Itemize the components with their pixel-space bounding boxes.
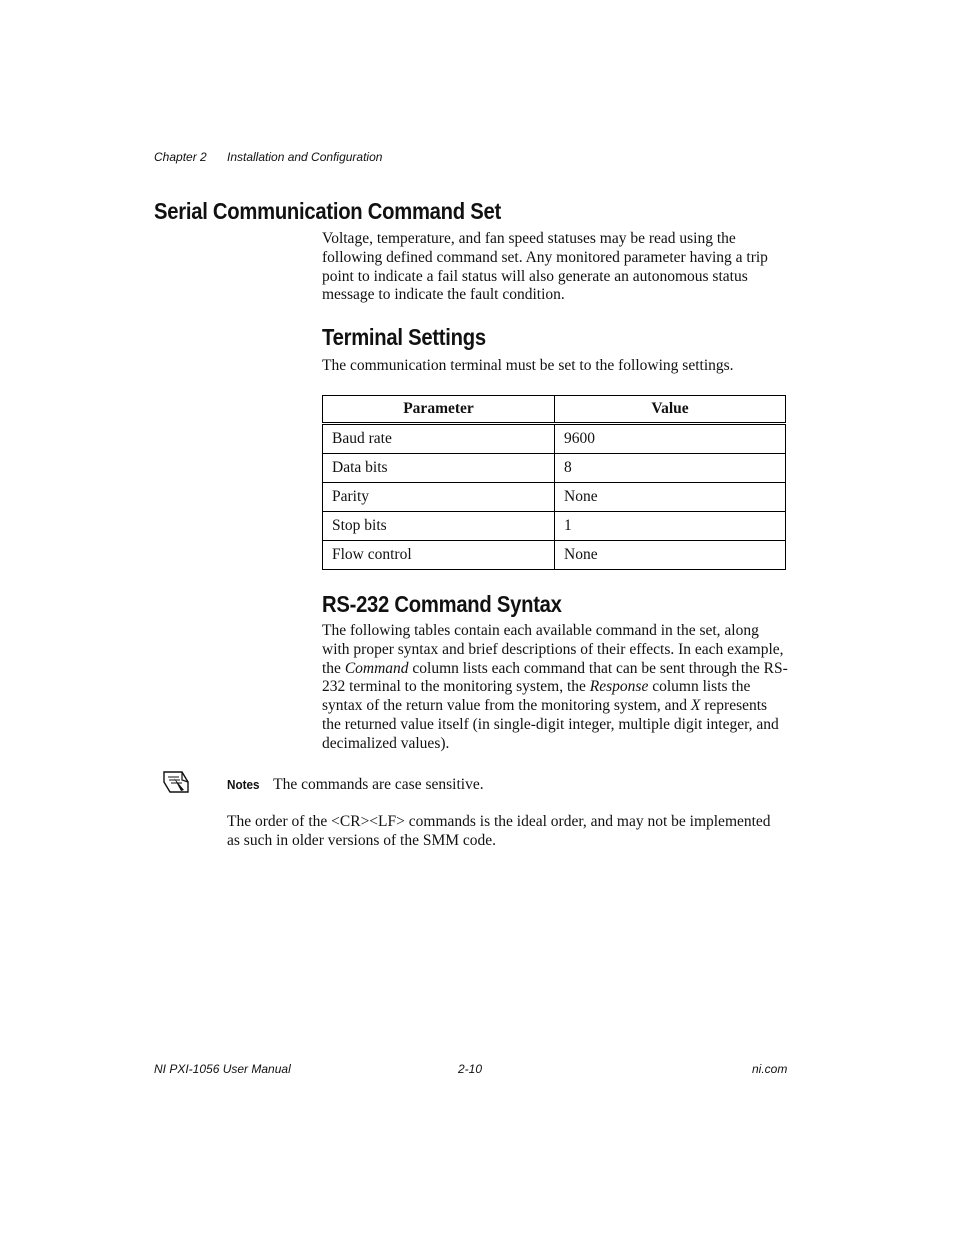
table-cell-parameter: Flow control [323,541,555,570]
table-header-row [323,396,786,424]
section-serial-body: Voltage, temperature, and fan speed statuses may be read using the following defined command set. Any monitored parameter having a trip point to indicate a fail status will also generate an autonomous status message to indicate the fault condition. [322,230,768,304]
table-header-parameter: Parameter [323,396,555,424]
header-chapter: Chapter 2 [154,150,207,164]
section-title-terminal-settings: Terminal Settings [322,324,486,350]
table-cell-value: None [555,483,786,512]
note-text-case-sensitive: The commands are case sensitive. [273,776,484,793]
table-cell-parameter: Stop bits [323,512,555,541]
body-text: column lists the syntax of the return value from the monitoring system, and [322,678,751,715]
note-text-crlf-order: The order of the <CR><LF> commands is the ideal order, and may not be implemented as such in older versions of the SMM code. [227,813,771,849]
body-text: The following tables contain each available command in the set, along with proper syntax and brief descriptions of their effects. In each example, the [322,622,784,677]
section-title-rs232-syntax: RS-232 Command Syntax [322,591,562,617]
body-text: column lists each command that can be sent through the RS-232 terminal to the monitoring system, the [322,659,788,696]
body-text: represents the returned value itself (in single-digit integer, multiple digit integer, and decimalized values). [322,697,779,752]
note-first [227,776,787,795]
table-cell-parameter: Data bits [323,454,555,483]
table-row [323,454,786,483]
table-cell-value: 8 [555,454,786,483]
table-cell-value: 9600 [555,424,786,454]
footer-page-number: 2-10 [458,1062,483,1076]
table-cell-parameter: Parity [323,483,555,512]
body-italic-response: Response [589,678,649,696]
footer-manual-title: NI PXI-1056 User Manual [154,1062,291,1076]
body-italic-x: X [690,697,701,715]
footer-website: ni.com [752,1062,788,1076]
note-icon [162,768,190,796]
table-cell-value: 1 [555,512,786,541]
table-cell-value: None [555,541,786,570]
notes-label: Notes [227,777,260,792]
table-row [323,424,786,454]
section-title-serial-command-set: Serial Communication Command Set [154,198,501,224]
table-row [323,512,786,541]
table-cell-parameter: Baud rate [323,424,555,454]
header-title: Installation and Configuration [227,150,383,164]
terminal-settings-table [322,395,786,570]
section-terminal-body: The communication terminal must be set to the following settings. [322,357,734,374]
body-italic-command: Command [344,659,409,677]
running-header [154,150,382,164]
table-header-value: Value [555,396,786,424]
section-rs232-body [322,622,788,754]
table-row [323,541,786,570]
table-row [323,483,786,512]
